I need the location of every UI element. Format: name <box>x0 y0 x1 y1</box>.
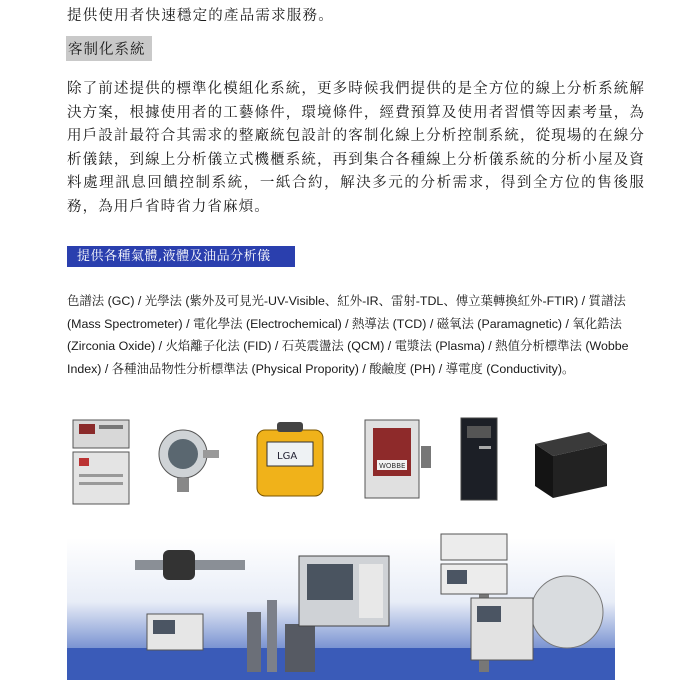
case-label: LGA <box>277 451 298 462</box>
tall-cabinet-image <box>457 416 501 502</box>
probe-analyzer-image <box>149 424 221 496</box>
product-photos <box>67 410 615 680</box>
plant-collage-image <box>67 520 615 680</box>
analyzer-label: WOBBE <box>379 462 406 470</box>
banner-title: 提供各種氣體,液體及油品分析儀 <box>67 246 295 267</box>
wobbe-analyzer-image <box>359 416 437 502</box>
portable-case-image <box>253 420 327 500</box>
description-paragraph: 除了前述提供的標準化模組化系統，更多時候我們提供的是全方位的線上分析系統解決方案，根據使用者的工藝條件，環境條件，經費預算及使用者習慣等因素考量，為用戶設計最符合其需求的整廠統包設計的客制化線上分析控制系統，從現場的在線分析儀錶，到線上分析儀立式機櫃系統，再到集合各種線上分析儀系統的分析小屋及資料處理訊息回饋控制系統，一紙合約，解決多元的分析需求，得到全方位的售後服務，為用戶省時省力省麻煩。 <box>67 81 645 215</box>
rack-analyzer-image <box>71 418 133 506</box>
section-title: 客制化系統 <box>66 36 152 61</box>
black-box-image <box>529 424 611 502</box>
methods-list: 色譜法 (GC) / 光學法 (紫外及可見光-UV-Visible、紅外-IR、雷射-TDL、傅立葉轉換紅外-FTIR) / 質譜法 (Mass Spectrometer) / 電化學法 (Electrochemical) / 熱導法 (TCD) / 磁氧法 (Paramagnetic) / 氧化鋯法 (Zirconia Oxide) / 火焰離子化法 (FID) / 石英震盪法 (QCM) / 電漿法 (Plasma) / 熱值分析標準法 (Wobbe Index) / 各種油品物性分析標準法 (Physical Propority) / 酸鹼度 (PH) / 導電度 (Conductivity)。 <box>67 294 629 376</box>
intro-line: 提供使用者快速穩定的產品需求服務。 <box>67 8 334 24</box>
